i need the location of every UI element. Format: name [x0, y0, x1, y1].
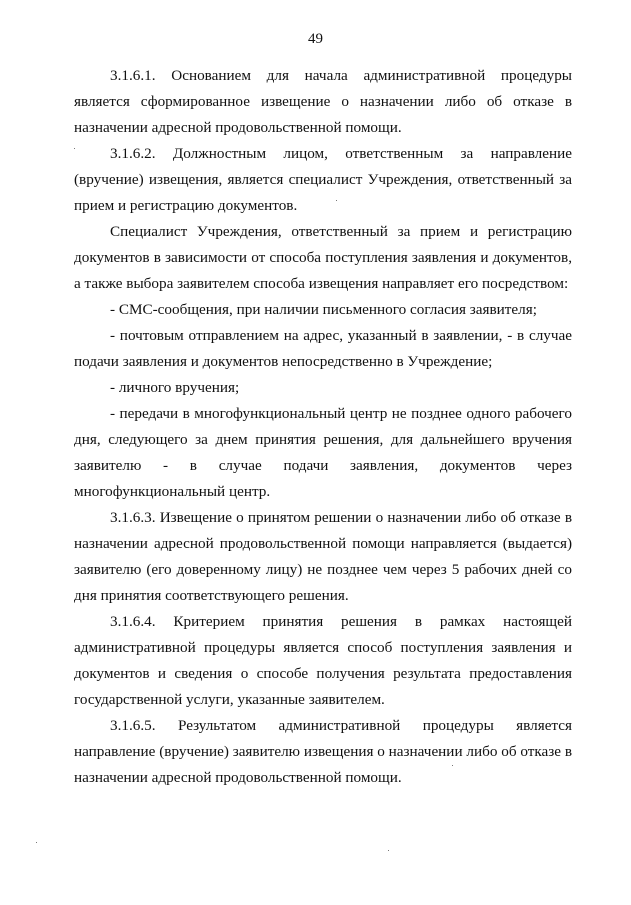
paragraph-3-1-6-3: 3.1.6.3. Извещение о принятом решении о назначении либо об отказе в назначении адресной продовольственной помощи направляется (выдается) заявителю (его доверенному лицу) не позднее чем через 5 рабочих дней со дня принятия соответствующего решения. [74, 509, 572, 604]
scan-speck [36, 842, 37, 843]
paragraph-3-1-6-2: 3.1.6.2. Должностным лицом, ответственным за направление (вручение) извещения, является специалист Учреждения, ответственный за прием и регистрацию документов. [74, 145, 572, 214]
document-body [74, 63, 572, 791]
list-item-sms: - СМС-сообщения, при наличии письменного согласия заявителя; [110, 301, 537, 318]
paragraph-3-1-6-5: 3.1.6.5. Результатом административной процедуры является направление (вручение) заявителю извещения о назначении либо об отказе в назначении адресной продовольственной помощи. [74, 717, 572, 786]
scan-speck [336, 200, 337, 201]
page-number: 49 [308, 31, 323, 47]
paragraph-3-1-6-1: 3.1.6.1. Основанием для начала административной процедуры является сформированное извещение о назначении либо об отказе в назначении адресной продовольственной помощи. [74, 67, 572, 136]
list-item-personal-delivery: - личного вручения; [110, 379, 240, 396]
scan-speck [388, 850, 389, 851]
paragraph-notification-methods-intro: Специалист Учреждения, ответственный за прием и регистрацию документов в зависимости от способа поступления заявления и документов, а также выбора заявителем способа извещения направляет его посредством: [74, 223, 572, 292]
scan-speck [74, 148, 75, 149]
list-item-mfc-transfer: - передачи в многофункциональный центр не позднее одного рабочего дня, следующего за днем принятия решения, для дальнейшего вручения заявителю - в случае подачи заявления, документов через многофункциональный центр. [74, 405, 572, 500]
scan-speck [452, 765, 453, 766]
list-item-postal: - почтовым отправлением на адрес, указанный в заявлении, - в случае подачи заявления и документов непосредственно в Учреждение; [74, 327, 572, 370]
paragraph-3-1-6-4: 3.1.6.4. Критерием принятия решения в рамках настоящей административной процедуры является способ поступления заявления и документов и сведения о способе получения результата предоставления государственной услуги, указанные заявителем. [74, 613, 572, 708]
